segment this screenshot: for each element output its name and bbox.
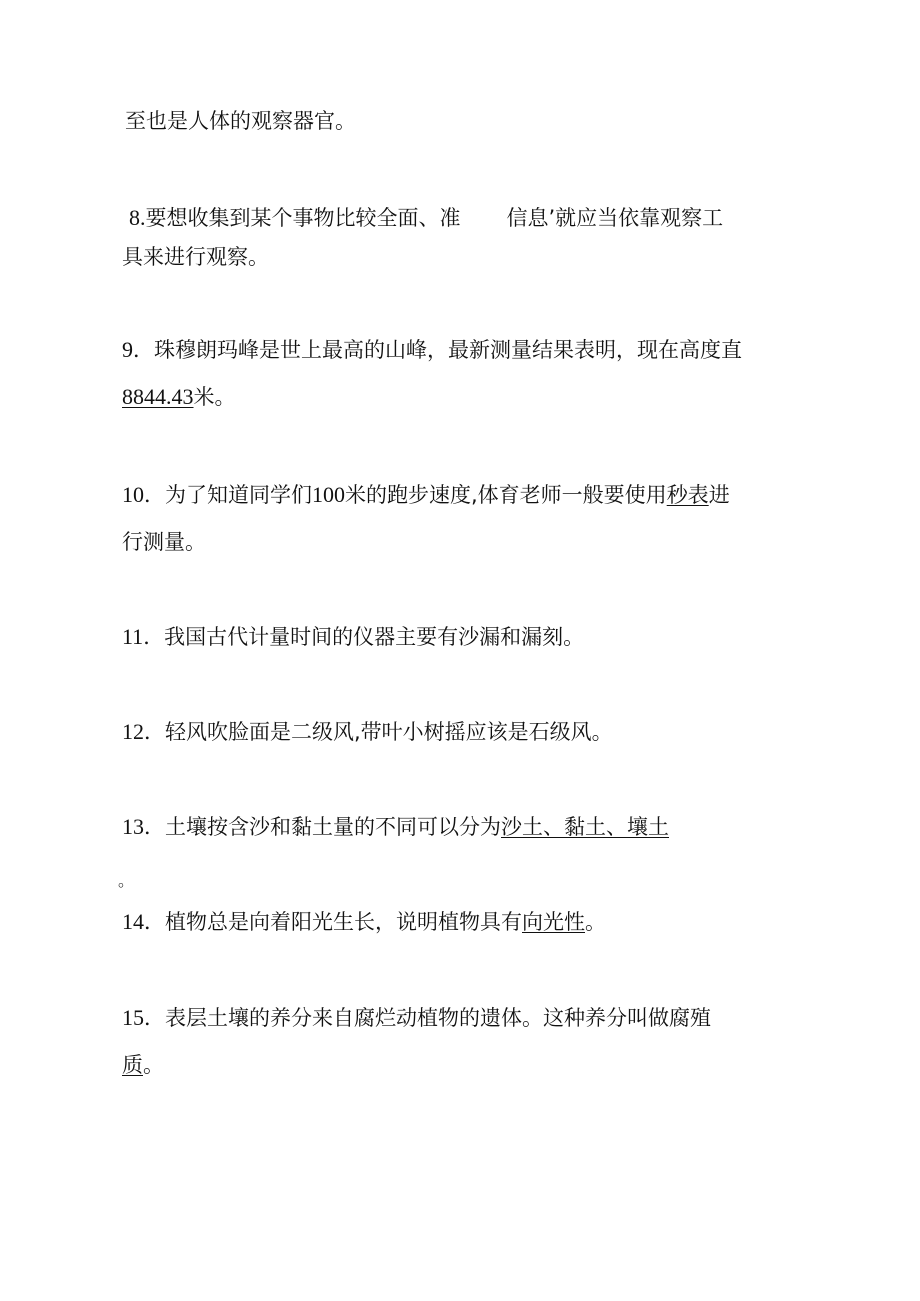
item-9-text: ．珠穆朗玛峰是世上最高的山峰，最新测量结果表明，现在高度直	[133, 338, 742, 362]
item-10-text-a: ．为了知道同学们	[144, 483, 312, 507]
item-12-number: 12	[122, 719, 144, 744]
item-9-text-after: 米。	[193, 385, 236, 409]
item-8-number: 8.	[129, 205, 146, 230]
item-13-text-line-2: 。	[118, 871, 135, 890]
item-9-line-1	[122, 335, 742, 365]
item-8-line-1	[129, 203, 723, 233]
item-10-text-b: 米的跑步速度,体育老师一般要使用	[345, 483, 667, 507]
item-10-text-line-2: 行测量。	[122, 530, 206, 554]
item-13-text: ．土壤按含沙和黏土量的不同可以分为	[144, 815, 501, 839]
item-15-number: 15	[122, 1005, 144, 1030]
item-15-text: ．表层土壤的养分来自腐烂动植物的遗体。这种养分叫做腐殖	[144, 1006, 711, 1030]
item-9-line-2	[122, 382, 236, 412]
item-8-line-2	[122, 242, 269, 272]
item-8-text-a: 要想收集到某个事物比较全面、准	[145, 206, 461, 230]
item-14-text-after: 。	[585, 910, 606, 934]
item-11-line-1	[122, 622, 584, 652]
item-7-text: 至也是人体的观察器官。	[125, 109, 356, 133]
item-10-inline-number: 100	[312, 482, 345, 507]
item-9-answer: 8844.43	[122, 384, 194, 409]
item-8-text-b: 信息’就应当依靠观察工	[506, 206, 724, 230]
item-15-text-after: 。	[143, 1053, 164, 1077]
item-10-line-2	[122, 527, 206, 557]
item-13-line-2	[118, 866, 134, 896]
item-14-text: ．植物总是向着阳光生长，说明植物具有	[144, 910, 522, 934]
item-13-number: 13	[122, 814, 144, 839]
item-12-line-1	[122, 717, 613, 747]
item-15-line-1	[122, 1003, 711, 1033]
item-14-line-1	[122, 907, 606, 937]
item-15-answer: 质	[122, 1053, 143, 1077]
item-10-number: 10	[122, 482, 144, 507]
item-11-number: 11	[122, 624, 144, 649]
item-10-line-1	[122, 480, 730, 510]
item-8-text-line-2: 具来进行观察。	[122, 245, 269, 269]
item-7-line-1	[125, 106, 356, 136]
item-10-answer: 秒表	[666, 483, 709, 507]
item-13-line-1	[122, 812, 669, 842]
item-12-text: ．轻风吹脸面是二级风,带叶小树摇应该是石级风。	[144, 720, 613, 744]
item-14-number: 14	[122, 909, 144, 934]
item-11-text: ．我国古代计量时间的仪器主要有沙漏和漏刻。	[143, 625, 585, 649]
item-9-number: 9	[122, 337, 133, 362]
item-10-text-c: 进	[708, 483, 730, 507]
item-15-line-2	[122, 1050, 164, 1080]
item-14-answer: 向光性	[522, 910, 585, 934]
item-13-answer: 沙土、黏土、壤土	[501, 815, 669, 839]
